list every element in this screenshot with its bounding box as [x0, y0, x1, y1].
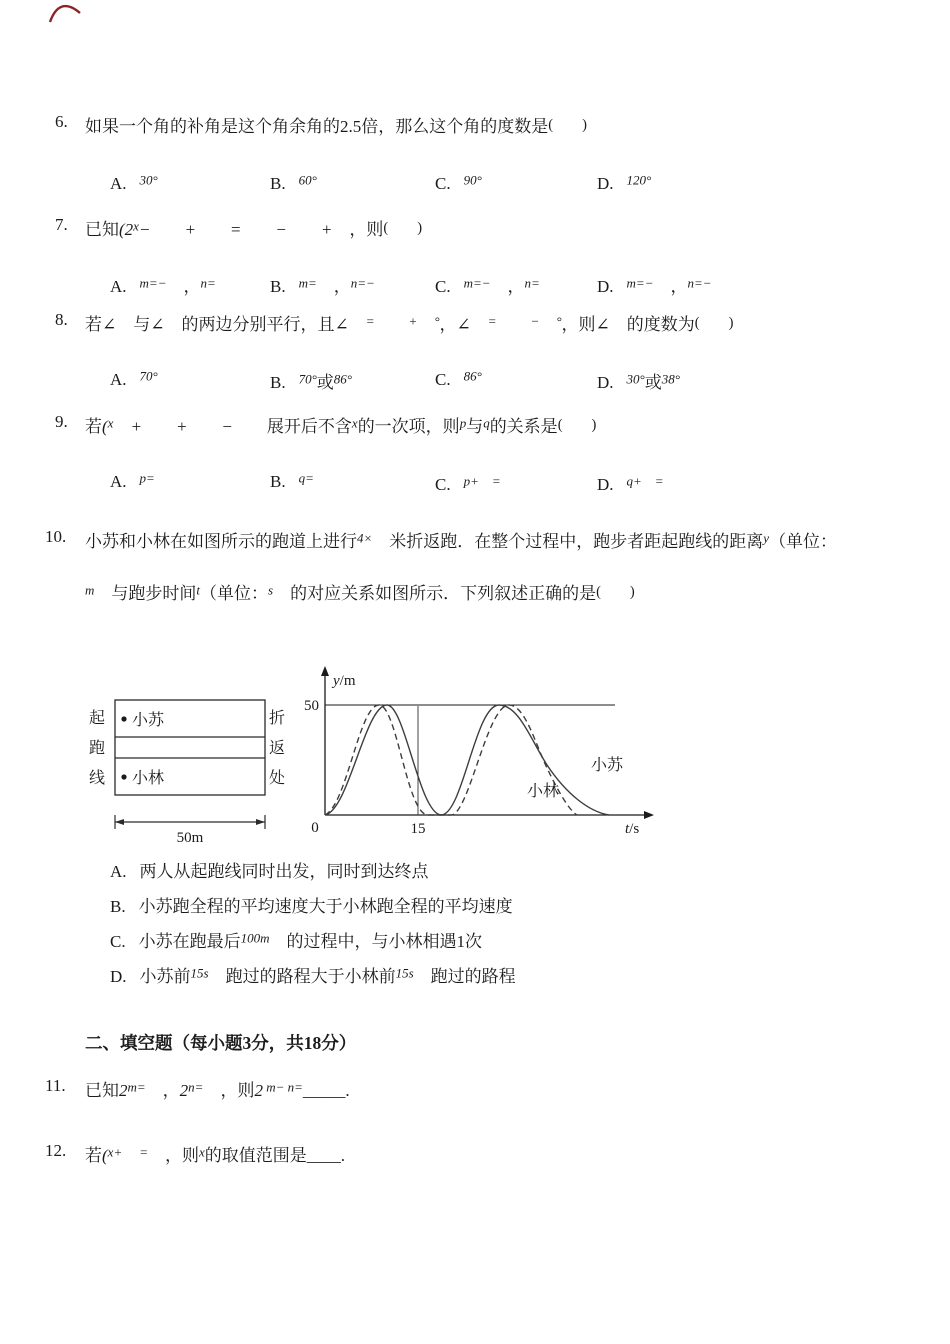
text-run: 的关系是 [489, 417, 558, 436]
start-line-label-char: 线 [88, 770, 106, 787]
text-run: 的一次项，则 [357, 417, 460, 436]
question-6-option-b [270, 172, 317, 194]
text-run: p= [139, 470, 155, 485]
text-run [196, 220, 230, 239]
text-run: m [127, 1079, 137, 1095]
option-text [139, 368, 158, 389]
option-line [110, 892, 513, 917]
text-run: 若 [85, 315, 102, 334]
text-run: = [229, 220, 242, 239]
text-run: = [365, 313, 375, 329]
text-run: 70° [139, 368, 158, 383]
runner2-dot [121, 774, 126, 779]
text-run: ，则 [203, 1081, 255, 1100]
option-text [463, 172, 482, 193]
turn-point-label-char: 返 [268, 740, 286, 757]
text-run: （单位： [200, 584, 269, 603]
text-run: x [351, 415, 358, 431]
question-7-option-c [435, 272, 540, 297]
origin-label: 0 [311, 820, 319, 836]
text-run: 小苏前 [139, 967, 191, 986]
text-run: ， [653, 277, 688, 296]
option-text [463, 368, 482, 389]
option-letter: D. [110, 967, 127, 986]
text-run: p+ = [463, 473, 501, 488]
text-run [539, 315, 556, 334]
text-run: y [763, 530, 770, 546]
text-run: ，则 [148, 1146, 200, 1165]
text-run: 小苏跑全程的平均速度大于小林跑全程的平均速度 [138, 897, 513, 916]
text-run: 的取值范围是____. [204, 1146, 346, 1165]
text-run [241, 220, 275, 239]
option-text [463, 275, 540, 296]
question-9-option-d [597, 470, 664, 495]
question-10-option-d [0, 962, 950, 1016]
question-6-option-a [110, 172, 158, 194]
text-run: 30° [139, 172, 158, 187]
text-run: + [184, 220, 196, 239]
y-axis-label [331, 673, 356, 689]
option-letter: C. [435, 474, 451, 494]
option-letter: B. [270, 173, 286, 193]
text-run: x [199, 1144, 205, 1160]
y-max-tick-label: 50 [304, 698, 319, 714]
option-text [463, 473, 501, 494]
text-run: 跑过的路程大于小林前 [208, 967, 396, 986]
question-10-stem-line1 [85, 527, 837, 552]
option-letter: B. [270, 373, 286, 392]
question-8-stem [85, 310, 733, 335]
text-run [113, 417, 130, 436]
text-run [497, 315, 531, 334]
question-11-number: 11. [45, 1076, 66, 1095]
track-diagram [80, 692, 325, 857]
text-run: 2 [119, 1081, 128, 1100]
handwritten-corner-mark [46, 0, 88, 26]
option-text [626, 371, 680, 392]
runner1-dot [121, 716, 126, 721]
option-text [626, 172, 652, 193]
text-run: 86° [333, 371, 352, 387]
text-run: 15s [395, 965, 414, 981]
text-run [187, 417, 221, 436]
text-run: ( ) [548, 117, 587, 133]
text-run: 100m [240, 930, 270, 946]
text-run: − [275, 220, 287, 239]
curve-xiaosu [325, 705, 609, 815]
text-run: n= [200, 275, 216, 291]
text-run: 的两边分别平行，且 [164, 315, 335, 334]
text-run: ∠ [150, 315, 165, 334]
text-run: 与跑步时间 [94, 584, 197, 603]
text-run: 展开后不含 [266, 417, 352, 436]
option-letter: B. [110, 897, 126, 916]
question-7-options [0, 272, 950, 300]
option-letter: A. [110, 277, 127, 296]
text-run: 4× [357, 530, 373, 546]
option-line [110, 857, 429, 882]
x-axis-label [625, 821, 639, 837]
text-run [417, 315, 434, 334]
text-run: ，则 [332, 220, 384, 239]
turn-point-label-char: 处 [268, 770, 286, 787]
x-tick-label-15: 15 [410, 821, 426, 837]
option-text [139, 899, 513, 916]
option-text [139, 275, 216, 296]
text-run: ， [145, 1081, 180, 1100]
text-run: 60° [298, 172, 317, 187]
text-run: s [268, 582, 274, 598]
text-run: 或 [644, 373, 662, 392]
question-12-number: 12. [45, 1141, 67, 1160]
question-12 [0, 1141, 950, 1213]
option-letter: A. [110, 173, 127, 193]
text-run [287, 220, 321, 239]
text-run: x [107, 415, 114, 431]
text-run: 38° [661, 371, 680, 387]
text-run [375, 315, 409, 334]
text-run: 米折返跑．在整个过程中，跑步者距起跑线的距离 [372, 532, 764, 551]
option-text [626, 473, 664, 494]
text-run: = [294, 1079, 303, 1095]
option-letter: C. [435, 369, 451, 389]
text-run: ° [556, 313, 562, 329]
text-run [122, 1146, 139, 1165]
option-text [298, 172, 317, 193]
question-8-option-d [597, 368, 680, 393]
option-letter: B. [270, 471, 286, 491]
option-letter: C. [110, 932, 126, 951]
text-run: m [85, 582, 95, 598]
question-10-stem-line2 [85, 579, 635, 604]
curve-label-xiaosu: 小苏 [591, 757, 624, 774]
section-2-header: 二、填空题（每小题3分，共18分） [85, 1033, 357, 1053]
question-7-option-a [110, 272, 216, 297]
question-8-options [0, 368, 950, 396]
text-run: m= [298, 275, 317, 291]
text-run: 120° [626, 172, 652, 187]
text-run: ， [316, 277, 351, 296]
question-10-number: 10. [45, 527, 67, 546]
text-run: 若 [85, 417, 102, 436]
text-run: − [530, 313, 540, 329]
text-run [150, 220, 184, 239]
text-run: ， [439, 315, 457, 334]
option-text [298, 371, 352, 392]
text-run: m=− [463, 275, 491, 291]
option-letter: C. [435, 277, 451, 296]
question-9-options [0, 470, 950, 498]
text-run: _____. [302, 1081, 350, 1100]
text-run: 小苏和小林在如图所示的跑道上进行 [85, 532, 357, 551]
text-run: m=− [626, 275, 654, 291]
text-run: (2 [119, 220, 134, 239]
text-run: q [483, 415, 490, 431]
text-run: ∠ [595, 315, 610, 334]
text-run [349, 315, 366, 334]
turn-point-label-char: 折 [268, 710, 286, 727]
option-letter: A. [110, 471, 127, 491]
question-6-number: 6. [55, 112, 68, 131]
x-axis-variable: t [625, 821, 630, 837]
text-run: + [130, 417, 142, 436]
start-line-label-char: 跑 [88, 740, 106, 757]
text-run: t [196, 582, 201, 598]
question-6-option-c [435, 172, 482, 194]
option-text [139, 965, 516, 986]
text-run: x [107, 1144, 114, 1160]
text-run: ( [102, 417, 108, 436]
question-7-number: 7. [55, 215, 68, 234]
question-9-option-a [110, 470, 155, 492]
text-run: ( [102, 1146, 108, 1165]
text-run: ( ) [383, 220, 423, 236]
text-run: 与 [116, 315, 151, 334]
question-9-option-c [435, 470, 501, 495]
question-8-number: 8. [55, 310, 68, 329]
text-run: ∠ [334, 315, 349, 334]
option-letter: A. [110, 862, 127, 881]
option-letter: D. [597, 173, 614, 193]
option-letter: D. [597, 277, 614, 296]
text-run: − [138, 220, 151, 239]
text-run: 70° [298, 371, 317, 387]
question-7-option-b [270, 272, 375, 297]
text-run: n= [524, 275, 540, 291]
track-length-label: 50m [176, 830, 204, 846]
text-run: 与 [466, 417, 484, 436]
question-9-stem [85, 412, 596, 437]
text-run: 已知 [85, 220, 119, 239]
text-run: + [408, 313, 418, 329]
text-run: 的度数为 [609, 315, 695, 334]
question-7-stem [85, 215, 422, 240]
question-6-option-d [597, 172, 651, 194]
text-run: ( ) [694, 315, 734, 331]
text-run: 的对应关系如图所示．下列叙述正确的是 [273, 584, 597, 603]
text-run: n=− [687, 275, 712, 291]
text-run: 2 [254, 1081, 263, 1100]
text-run: 若 [85, 1146, 102, 1165]
option-text [140, 864, 429, 881]
text-run: ° [434, 313, 440, 329]
question-6-stem [85, 112, 587, 137]
question-9-option-b [270, 470, 314, 492]
text-run [142, 417, 176, 436]
text-run [233, 417, 267, 436]
text-run: n [188, 1079, 195, 1095]
text-run: x [133, 218, 139, 234]
text-run: = [487, 313, 497, 329]
question-7-option-d [597, 272, 712, 297]
text-run: ， [166, 277, 201, 296]
option-letter: D. [597, 373, 614, 392]
text-run: ∠ [102, 315, 117, 334]
option-text [298, 275, 375, 296]
text-run: q= [298, 470, 314, 485]
option-letter: C. [435, 173, 451, 193]
text-run: 两人从起跑线同时出发，同时到达终点 [139, 862, 429, 881]
option-letter: A. [110, 369, 127, 389]
option-line [110, 927, 482, 952]
question-10-continued [0, 579, 950, 633]
option-text [138, 930, 482, 951]
text-run: ，则 [561, 315, 596, 334]
question-11 [0, 1076, 950, 1148]
option-letter: D. [597, 474, 614, 494]
question-8-option-b [270, 368, 352, 393]
question-12-stem [85, 1141, 345, 1166]
text-run [471, 315, 488, 334]
question-6-options [0, 172, 950, 200]
text-run: 跑过的路程 [413, 967, 516, 986]
runner2-label: 小林 [132, 770, 165, 787]
text-run: + [113, 1144, 123, 1160]
text-run: m=− [139, 275, 167, 291]
option-text [626, 275, 712, 296]
curve-label-xiaolin: 小林 [527, 783, 560, 800]
text-run: 小苏在跑最后 [138, 932, 241, 951]
runner1-label: 小苏 [132, 712, 165, 729]
question-8-option-c [435, 368, 482, 390]
text-run: ∠ [456, 315, 471, 334]
x-axis-arrow [644, 811, 654, 819]
dimension-arrow-left [115, 819, 124, 825]
text-run: 90° [463, 172, 482, 187]
question-11-stem [85, 1076, 350, 1101]
option-text [298, 470, 314, 491]
text-run: ( ) [557, 417, 597, 433]
text-run: ( ) [596, 584, 635, 600]
text-run: （单位： [769, 532, 838, 551]
text-run: 或 [316, 373, 334, 392]
corner-mark-stroke [50, 6, 80, 22]
y-axis-arrow [321, 666, 329, 676]
text-run: = [194, 1079, 204, 1095]
text-run: 2 [179, 1081, 189, 1100]
question-9-number: 9. [55, 412, 68, 431]
text-run: m− n [262, 1079, 295, 1095]
start-line-label-char: 起 [88, 710, 106, 727]
text-run: 如果一个角的补角是这个角余角的2.5倍，那么这个角的度数是 [85, 117, 549, 136]
text-run: n=− [350, 275, 375, 291]
option-line [110, 962, 516, 987]
text-run: q+ = [626, 473, 664, 488]
text-run: = [136, 1079, 146, 1095]
text-run: ， [490, 277, 525, 296]
option-letter: B. [270, 277, 286, 296]
text-run: 30° [626, 371, 645, 387]
text-run: + [175, 417, 188, 436]
dimension-arrow-right [256, 819, 265, 825]
x-axis-unit: /s [629, 821, 640, 837]
distance-time-graph [303, 658, 663, 848]
text-run: 86° [463, 368, 482, 383]
text-run: 的过程中，与小林相遇1次 [269, 932, 482, 951]
text-run: 15s [190, 965, 209, 981]
y-axis-variable: y [333, 673, 340, 689]
option-text [139, 470, 155, 491]
option-text [139, 172, 158, 193]
text-run: 已知 [85, 1081, 119, 1100]
question-8-option-a [110, 368, 158, 390]
text-run: p [459, 415, 467, 431]
text-run: = [139, 1144, 149, 1160]
y-axis-unit: /m [339, 673, 356, 689]
text-run: − [221, 417, 233, 436]
text-run: + [320, 220, 333, 239]
